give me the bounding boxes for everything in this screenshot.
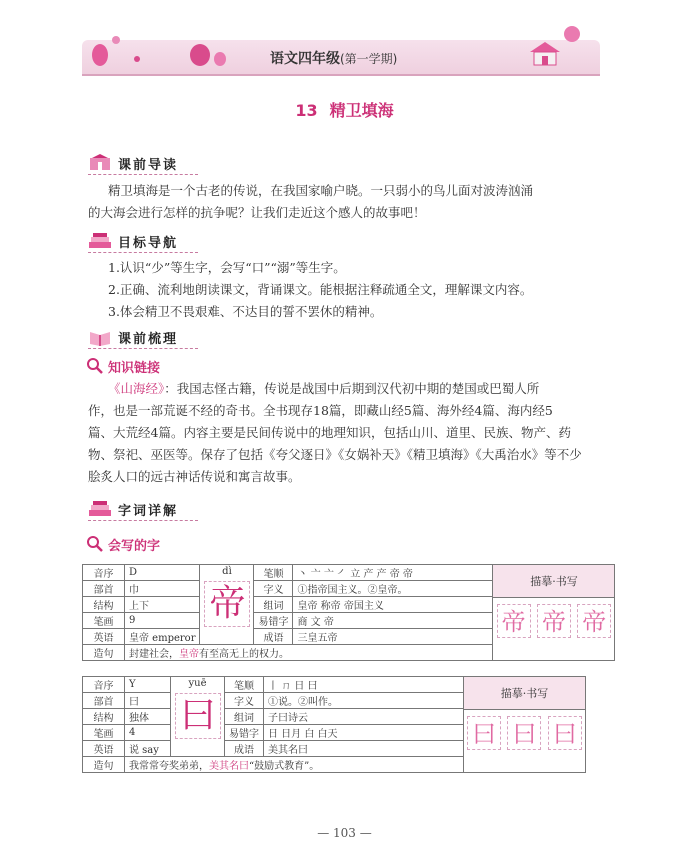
knowledge-line-5: 脍炙人口的远古神话传说和寓言故事。: [88, 469, 301, 484]
trace-box: 帝: [537, 604, 571, 638]
goal-item-1: 1.认识“少”等生字，会写“口”“溺”等生字。: [108, 260, 346, 275]
decor-bubble-icon: [134, 56, 140, 62]
preview-line-2: 的大海会进行怎样的抗争呢？让我们走近这个感人的故事吧！: [88, 205, 426, 220]
books-icon: [88, 500, 112, 518]
goal-item-2: 2.正确、流利地朗读课文，背诵课文。能根据注释疏通全文，理解课文内容。: [108, 282, 533, 297]
section-underline: [88, 348, 198, 349]
open-book-icon: [88, 328, 112, 346]
goal-item-3: 3.体会精卫不畏艰难、不达目的誓不罢休的精神。: [108, 304, 383, 319]
book-title: 语文四年级(第一学期): [270, 51, 398, 67]
lesson-number: 13: [295, 101, 318, 120]
example-sentence: 我常常夸奖弟弟，美其名曰“鼓励式教育”。: [125, 757, 464, 773]
trace-box: 帝: [497, 604, 531, 638]
stroke-order: 丨 ㄇ 日 曰: [264, 677, 464, 693]
stroke-order: 丶 亠 亠 ㇒ 立 产 产 帝 帝: [293, 565, 493, 581]
big-character: 曰: [175, 693, 221, 739]
decor-tree-icon: [564, 26, 580, 42]
book-name: 《山海经》: [108, 381, 165, 396]
section-organize-heading: 课前梳理: [88, 326, 178, 348]
trace-box: 帝: [577, 604, 611, 638]
header-divider: [82, 74, 600, 76]
decor-bubble-icon: [92, 44, 108, 66]
preview-line-1: 精卫填海是一个古老的传说，在我国家喻户晓。一只弱小的鸟儿面对波涛汹涌: [108, 183, 534, 198]
pinyin: yuē: [188, 678, 207, 689]
lesson-title: [0, 98, 689, 121]
page-number: — 103 —: [317, 826, 372, 840]
books-icon: [88, 232, 112, 250]
magnifier-icon: [86, 535, 104, 553]
trace-box: 曰: [467, 716, 501, 750]
knowledge-line-3: 篇、大荒经4篇。内容主要是民间传说中的地理知识，包括山川、道里、民族、物产、药: [88, 425, 571, 440]
book-icon: [88, 154, 112, 172]
pinyin: dì: [222, 566, 232, 577]
section-underline: [88, 520, 198, 521]
knowledge-line-1: 《山海经》：我国志怪古籍，传说是战国中后期到汉代初中期的楚国或巴蜀人所: [108, 381, 540, 396]
knowledge-heading: 知识链接: [86, 356, 160, 376]
section-preview-heading: 课前导读: [88, 152, 178, 174]
section-underline: [88, 174, 198, 175]
char-cell: [171, 677, 225, 757]
big-character: 帝: [204, 581, 250, 627]
practice-area: 描摹·书写 曰 曰 曰: [464, 677, 586, 773]
decor-bubble-icon: [190, 44, 210, 66]
section-goals-heading: 目标导航: [88, 230, 178, 252]
char-table-di: 音序 D dì 帝 笔顺 丶 亠 亠 ㇒ 立 产 产 帝 帝 描摹·书写 帝 帝 帝 部首 巾 字义 ①指帝国主义。②皇帝。 结构 上下 组词 皇帝 称帝 帝国主义 笔画 9 易错字 商 文 帝 英语 皇帝 emperor 成语 三皇五帝 造句 封建社会，皇帝有至高无上的权力。: [82, 564, 615, 661]
knowledge-line-4: 物、祭祀、巫医等。保存了包括《夸父逐日》《女娲补天》《精卫填海》《大禹治水》等不少: [88, 447, 582, 462]
char-cell: [200, 565, 254, 645]
lesson-name: 精卫填海: [329, 101, 394, 120]
magnifier-icon: [86, 357, 104, 375]
write-chars-heading: 会写的字: [86, 534, 160, 554]
section-words-heading: 字词详解: [88, 498, 178, 520]
knowledge-line-2: 作，也是一部荒诞不经的奇书。全书现存18篇，即藏山经5篇、海外经4篇、海内经5: [88, 403, 553, 418]
decor-bubble-icon: [112, 36, 120, 44]
section-underline: [88, 252, 198, 253]
trace-box: 曰: [507, 716, 541, 750]
example-sentence: 封建社会，皇帝有至高无上的权力。: [125, 645, 493, 661]
trace-box: 曰: [548, 716, 582, 750]
practice-area: 描摹·书写 帝 帝 帝: [493, 565, 615, 661]
char-table-yue: 音序 Y yuē 曰 笔顺 丨 ㄇ 日 曰 描摹·书写 曰 曰 曰 部首 曰 字义 ①说。②叫作。 结构 独体 组词 子曰诗云 笔画 4 易错字 日 日月 白 白天 英语 说 say 成语 美其名曰 造句 我常常夸奖弟弟，美其名曰“鼓励式教育”。: [82, 676, 586, 773]
decor-bubble-icon: [214, 52, 226, 66]
house-icon: [528, 40, 562, 66]
